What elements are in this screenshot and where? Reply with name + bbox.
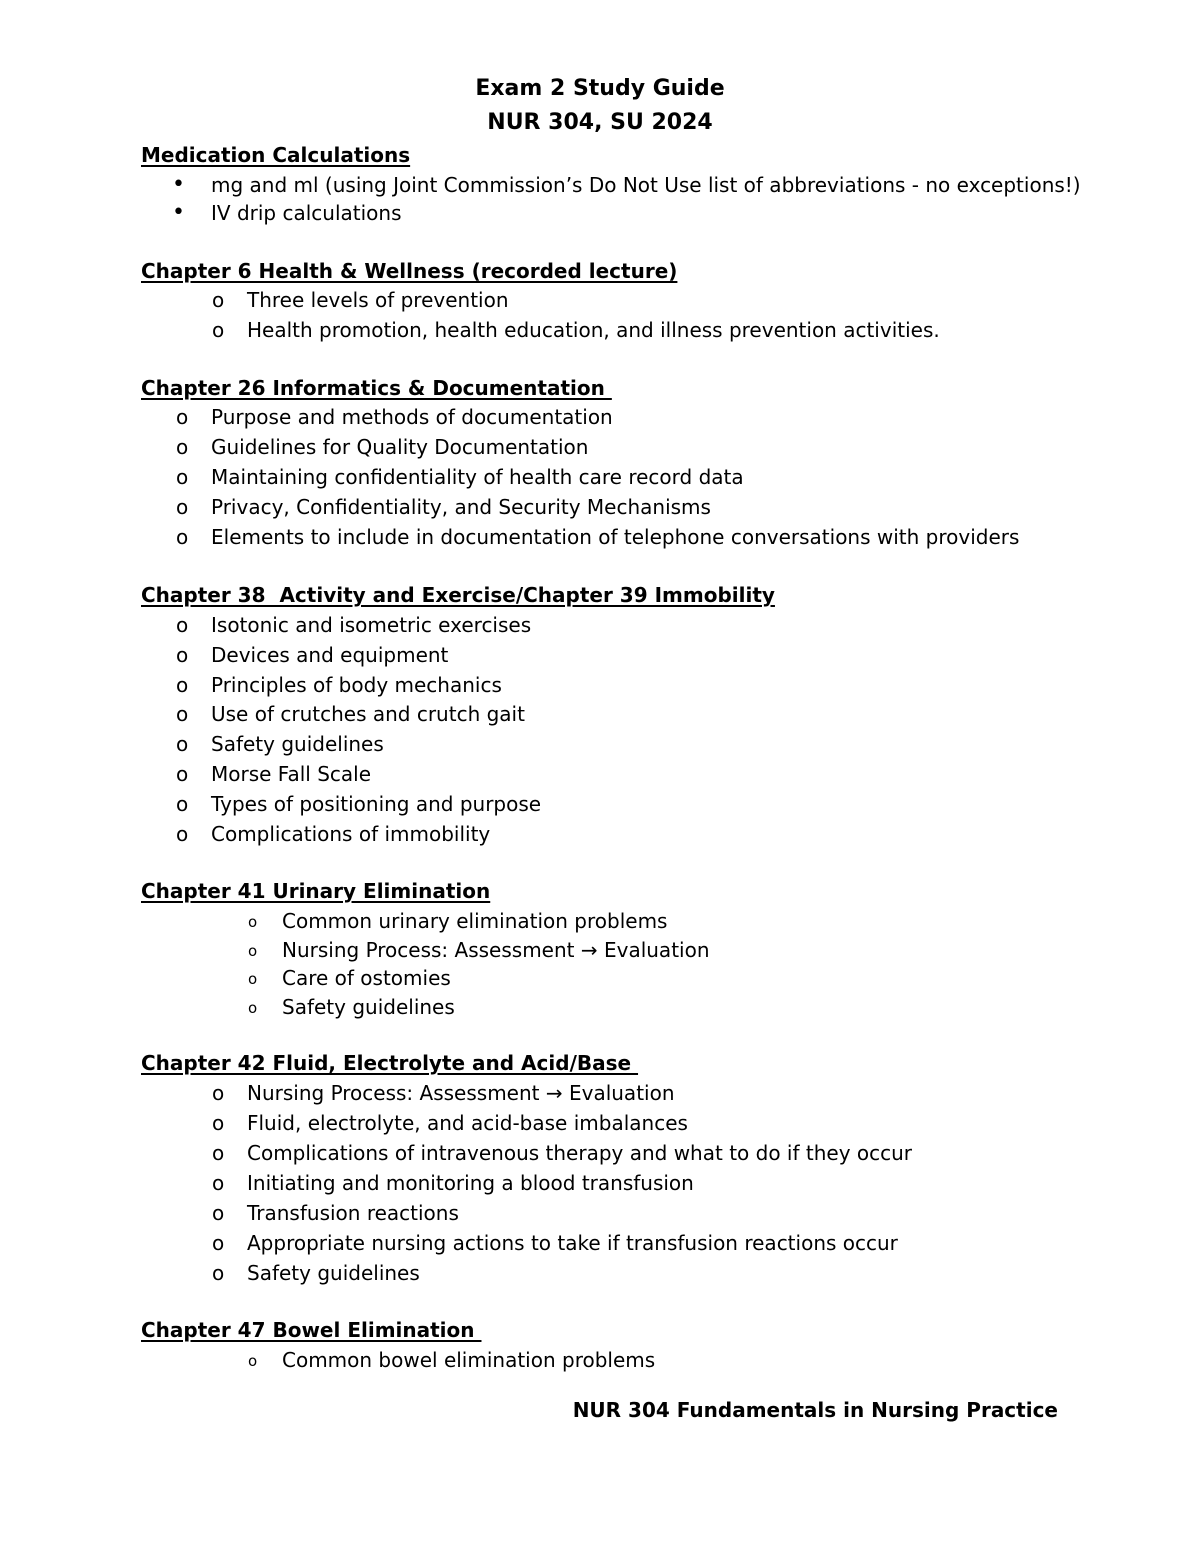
hollow-bullet-icon: o xyxy=(176,792,189,816)
list-item: Privacy, Confidentiality, and Security Mechanisms xyxy=(211,495,711,519)
hollow-bullet-icon: o xyxy=(176,702,189,726)
hollow-bullet-icon: o xyxy=(176,732,189,756)
list-item: mg and ml (using Joint Commission’s Do Not Use list of abbreviations - no exceptions!) xyxy=(211,173,1081,197)
list-item: Care of ostomies xyxy=(282,966,451,990)
list-item: Complications of intravenous therapy and what to do if they occur xyxy=(247,1141,913,1165)
hollow-bullet-icon: o xyxy=(176,762,189,786)
hollow-bullet-icon: o xyxy=(176,405,189,429)
bullet-icon: • xyxy=(172,200,185,225)
section-heading: Chapter 6 Health & Wellness (recorded lecture) xyxy=(141,259,678,283)
hollow-bullet-icon: o xyxy=(176,673,189,697)
list-item: Common urinary elimination problems xyxy=(282,909,668,933)
list-item: Three levels of prevention xyxy=(247,288,509,312)
list-item: Safety guidelines xyxy=(282,995,455,1019)
document-footer: NUR 304 Fundamentals in Nursing Practice xyxy=(572,1398,1058,1422)
list-item: Types of positioning and purpose xyxy=(211,792,542,816)
section-heading: Chapter 41 Urinary Elimination xyxy=(141,879,491,903)
list-item: Nursing Process: Assessment → Evaluation xyxy=(247,1081,675,1105)
list-item: IV drip calculations xyxy=(211,201,402,225)
list-item: Safety guidelines xyxy=(247,1261,420,1285)
hollow-bullet-icon: o xyxy=(248,942,258,960)
list-item: Guidelines for Quality Documentation xyxy=(211,435,589,459)
hollow-bullet-icon: o xyxy=(176,465,189,489)
bullet-icon: • xyxy=(172,172,185,197)
list-item: Devices and equipment xyxy=(211,643,449,667)
list-item: Maintaining confidentiality of health care record data xyxy=(211,465,744,489)
hollow-bullet-icon: o xyxy=(176,643,189,667)
hollow-bullet-icon: o xyxy=(176,495,189,519)
hollow-bullet-icon: o xyxy=(212,1201,225,1225)
hollow-bullet-icon: o xyxy=(212,1081,225,1105)
section-heading: Chapter 26 Informatics & Documentation xyxy=(141,376,612,400)
hollow-bullet-icon: o xyxy=(176,435,189,459)
list-item: Use of crutches and crutch gait xyxy=(211,702,525,726)
hollow-bullet-icon: o xyxy=(176,822,189,846)
list-item: Transfusion reactions xyxy=(247,1201,459,1225)
list-item: Principles of body mechanics xyxy=(211,673,502,697)
list-item: Elements to include in documentation of telephone conversations with providers xyxy=(211,525,1020,549)
hollow-bullet-icon: o xyxy=(248,913,258,931)
list-item: Common bowel elimination problems xyxy=(282,1348,656,1372)
hollow-bullet-icon: o xyxy=(212,1261,225,1285)
hollow-bullet-icon: o xyxy=(248,999,258,1017)
hollow-bullet-icon: o xyxy=(176,613,189,637)
hollow-bullet-icon: o xyxy=(212,1111,225,1135)
hollow-bullet-icon: o xyxy=(248,970,258,988)
list-item: Appropriate nursing actions to take if transfusion reactions occur xyxy=(247,1231,898,1255)
hollow-bullet-icon: o xyxy=(212,288,225,312)
document-title: Exam 2 Study Guide xyxy=(475,76,725,101)
list-item: Health promotion, health education, and illness prevention activities. xyxy=(247,318,940,342)
section-heading: Chapter 38 Activity and Exercise/Chapter 39 Immobility xyxy=(141,583,775,607)
list-item: Isotonic and isometric exercises xyxy=(211,613,532,637)
section-heading: Chapter 42 Fluid, Electrolyte and Acid/Base xyxy=(141,1051,639,1075)
hollow-bullet-icon: o xyxy=(212,1231,225,1255)
hollow-bullet-icon: o xyxy=(176,525,189,549)
document-subtitle: NUR 304, SU 2024 xyxy=(487,110,713,135)
hollow-bullet-icon: o xyxy=(212,1171,225,1195)
list-item: Safety guidelines xyxy=(211,732,384,756)
section-heading: Chapter 47 Bowel Elimination xyxy=(141,1318,482,1342)
list-item: Purpose and methods of documentation xyxy=(211,405,613,429)
hollow-bullet-icon: o xyxy=(248,1352,258,1370)
list-item: Initiating and monitoring a blood transfusion xyxy=(247,1171,694,1195)
list-item: Fluid, electrolyte, and acid-base imbalances xyxy=(247,1111,688,1135)
section-heading: Medication Calculations xyxy=(141,143,411,167)
list-item: Complications of immobility xyxy=(211,822,491,846)
hollow-bullet-icon: o xyxy=(212,318,225,342)
list-item: Nursing Process: Assessment → Evaluation xyxy=(282,938,710,962)
hollow-bullet-icon: o xyxy=(212,1141,225,1165)
list-item: Morse Fall Scale xyxy=(211,762,371,786)
